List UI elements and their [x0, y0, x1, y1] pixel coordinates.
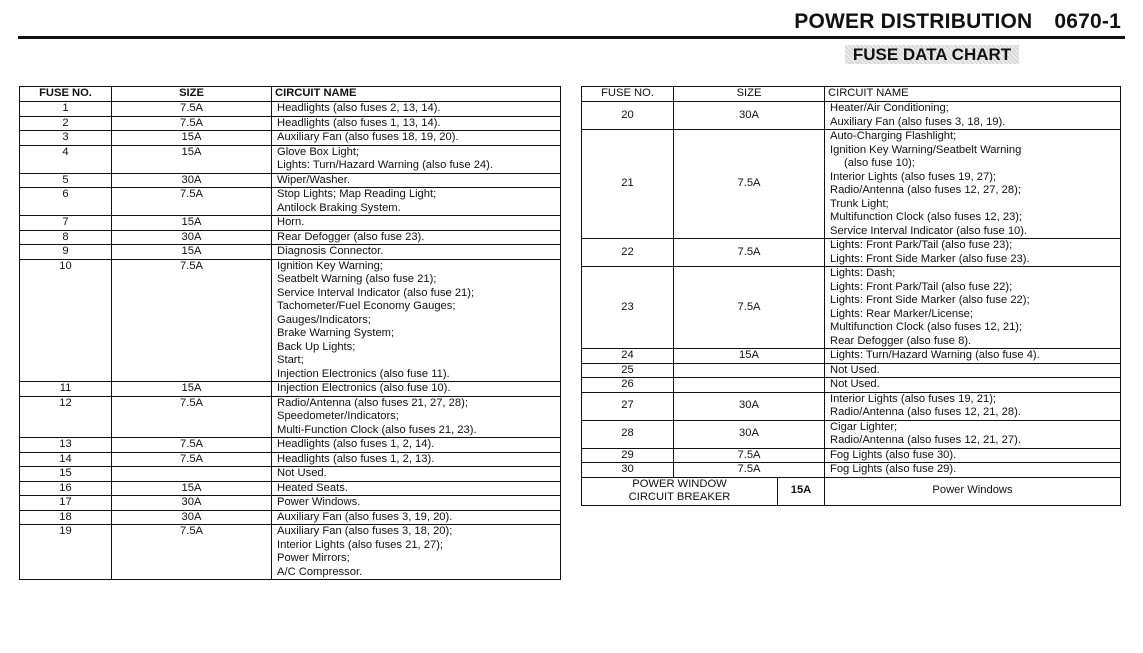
circuit-line: Auxiliary Fan (also fuses 3, 18, 19).: [830, 115, 1006, 128]
circuit-line: Auxiliary Fan (also fuses 3, 19, 20).: [277, 510, 453, 523]
fuse-number: 26: [582, 378, 674, 393]
circuit-line: Lights: Turn/Hazard Warning (also fuse 4).: [830, 349, 1040, 361]
circuit-name: [825, 267, 1121, 349]
fuse-row: [582, 392, 1121, 420]
circuit-name: [825, 363, 1121, 378]
fuse-number: 22: [582, 239, 674, 267]
fuse-row: [582, 363, 1121, 378]
fuse-size: 7.5A: [112, 452, 272, 467]
circuit-name: [825, 463, 1121, 478]
circuit-line: Rear Defogger (also fuse 23).: [277, 230, 425, 243]
circuit-name: [272, 216, 561, 231]
circuit-name: [825, 392, 1121, 420]
circuit-name: [825, 349, 1121, 364]
circuit-name: [272, 245, 561, 260]
fuse-row: [582, 239, 1121, 267]
fuse-size: 7.5A: [112, 188, 272, 216]
header-divider: [18, 36, 1125, 39]
fuse-number: 13: [20, 438, 112, 453]
breaker-label: [582, 477, 778, 505]
circuit-line: Ignition Key Warning;: [277, 259, 383, 272]
circuit-line: Injection Electronics (also fuse 10).: [277, 382, 451, 394]
circuit-name: [272, 116, 561, 131]
fuse-size: [674, 378, 825, 393]
circuit-line: Auxiliary Fan (also fuses 3, 18, 20);: [277, 525, 453, 537]
fuse-number: 12: [20, 396, 112, 438]
circuit-line: Headlights (also fuses 1, 2, 14).: [277, 438, 435, 450]
fuse-table-right: [581, 86, 1121, 506]
fuse-row: [582, 102, 1121, 130]
circuit-line: Multifunction Clock (also fuses 12, 23);: [830, 211, 1023, 223]
fuse-number: 4: [20, 145, 112, 173]
circuit-line: Ignition Key Warning/Seatbelt Warning: [830, 143, 1022, 156]
circuit-name: [825, 239, 1121, 267]
fuse-table-right-body: [582, 102, 1121, 478]
circuit-line: Horn.: [277, 216, 305, 228]
column-header-circuit-name: CIRCUIT NAME: [272, 87, 561, 102]
circuit-line: Not Used.: [830, 378, 880, 390]
circuit-line: Radio/Antenna (also fuses 21, 27, 28);: [277, 396, 468, 409]
circuit-line: Multifunction Clock (also fuses 12, 21);: [830, 321, 1023, 333]
circuit-line: Fog Lights (also fuse 30).: [830, 448, 957, 461]
breaker-circuit: Power Windows: [825, 477, 1121, 505]
fuse-number: 3: [20, 131, 112, 146]
fuse-size: 7.5A: [112, 396, 272, 438]
circuit-line: Cigar Lighter;: [830, 420, 898, 433]
fuse-row: [582, 463, 1121, 478]
fuse-size: 7.5A: [112, 438, 272, 453]
fuse-size: 30A: [112, 173, 272, 188]
column-header-fuse-no: FUSE NO.: [582, 87, 674, 102]
fuse-size: 15A: [112, 382, 272, 397]
circuit-name: [825, 420, 1121, 448]
circuit-name: [272, 382, 561, 397]
fuse-row: [20, 510, 561, 525]
circuit-line: Headlights (also fuses 1, 2, 13).: [277, 452, 435, 465]
circuit-line: Radio/Antenna (also fuses 12, 21, 27).: [830, 434, 1021, 446]
circuit-line: Power Windows.: [277, 496, 361, 508]
fuse-size: 7.5A: [674, 448, 825, 463]
fuse-row: [20, 131, 561, 146]
fuse-size: 7.5A: [674, 130, 825, 239]
fuse-size: 7.5A: [674, 267, 825, 349]
fuse-size: 7.5A: [112, 259, 272, 382]
circuit-line: Heater/Air Conditioning;: [830, 102, 949, 114]
fuse-row: [20, 259, 561, 382]
circuit-line: Multi-Function Clock (also fuses 21, 23).: [277, 423, 477, 436]
fuse-size: 15A: [112, 216, 272, 231]
fuse-number: 14: [20, 452, 112, 467]
fuse-size: 15A: [112, 245, 272, 260]
fuse-size: 7.5A: [112, 525, 272, 580]
circuit-line: Service Interval Indicator (also fuse 21);: [277, 286, 475, 299]
fuse-row: [582, 420, 1121, 448]
fuse-row: [582, 267, 1121, 349]
circuit-line: Lights: Front Side Marker (also fuse 22);: [830, 294, 1030, 306]
fuse-number: 27: [582, 392, 674, 420]
fuse-number: 18: [20, 510, 112, 525]
circuit-name: [272, 481, 561, 496]
fuse-row: [20, 173, 561, 188]
circuit-line: Lights: Rear Marker/License;: [830, 307, 974, 320]
fuse-number: 9: [20, 245, 112, 260]
circuit-name: [272, 230, 561, 245]
fuse-number: 20: [582, 102, 674, 130]
breaker-label-line: POWER WINDOW: [632, 477, 727, 490]
circuit-name: [825, 102, 1121, 130]
circuit-line: Lights: Front Park/Tail (also fuse 22);: [830, 280, 1013, 293]
circuit-line: Speedometer/Indicators;: [277, 410, 399, 422]
fuse-row: [20, 245, 561, 260]
fuse-size: [674, 363, 825, 378]
fuse-number: 6: [20, 188, 112, 216]
column-header-size: SIZE: [112, 87, 272, 102]
fuse-size: 15A: [674, 349, 825, 364]
chart-subtitle: FUSE DATA CHART: [845, 45, 1019, 64]
fuse-row: [582, 448, 1121, 463]
fuse-number: 19: [20, 525, 112, 580]
page-title: [794, 10, 1121, 34]
circuit-line: Not Used.: [277, 467, 327, 479]
fuse-size: 30A: [112, 496, 272, 511]
fuse-row: [20, 216, 561, 231]
fuse-row: [20, 145, 561, 173]
fuse-number: 25: [582, 363, 674, 378]
circuit-line: Injection Electronics (also fuse 11).: [277, 367, 450, 380]
fuse-row: [20, 188, 561, 216]
circuit-line: (also fuse 10);: [844, 157, 915, 169]
fuse-number: 7: [20, 216, 112, 231]
circuit-line: Rear Defogger (also fuse 8).: [830, 334, 972, 347]
circuit-line: Heated Seats.: [277, 481, 348, 494]
circuit-line: Glove Box Light;: [277, 145, 360, 158]
circuit-line: Fog Lights (also fuse 29).: [830, 463, 957, 475]
circuit-line: Back Up Lights;: [277, 340, 356, 353]
fuse-size: 30A: [674, 392, 825, 420]
fuse-size: 7.5A: [112, 102, 272, 117]
circuit-name: [272, 102, 561, 117]
fuse-number: 8: [20, 230, 112, 245]
fuse-number: 2: [20, 116, 112, 131]
fuse-size: 15A: [112, 481, 272, 496]
circuit-line: Service Interval Indicator (also fuse 10).: [830, 224, 1028, 237]
circuit-name: [272, 173, 561, 188]
circuit-line: Interior Lights (also fuses 21, 27);: [277, 538, 444, 551]
fuse-row: [20, 102, 561, 117]
fuse-size: 15A: [112, 131, 272, 146]
circuit-line: Interior Lights (also fuses 19, 21);: [830, 392, 997, 405]
circuit-breaker-row: [582, 477, 1121, 505]
circuit-name: [272, 145, 561, 173]
circuit-line: Tachometer/Fuel Economy Gauges;: [277, 300, 456, 312]
circuit-line: Headlights (also fuses 1, 13, 14).: [277, 116, 441, 129]
circuit-name: [272, 396, 561, 438]
fuse-number: 24: [582, 349, 674, 364]
page-title-text: POWER DISTRIBUTION: [794, 10, 1033, 33]
circuit-line: Gauges/Indicators;: [277, 313, 371, 326]
fuse-size: [112, 467, 272, 482]
fuse-size: 30A: [674, 102, 825, 130]
table-header-row: [20, 87, 561, 102]
fuse-size: 7.5A: [674, 463, 825, 478]
circuit-name: [272, 496, 561, 511]
fuse-row: [582, 378, 1121, 393]
circuit-line: Lights: Turn/Hazard Warning (also fuse 24).: [277, 159, 493, 171]
circuit-line: Power Mirrors;: [277, 552, 350, 564]
fuse-row: [582, 349, 1121, 364]
circuit-name: [825, 448, 1121, 463]
fuse-row: [20, 382, 561, 397]
fuse-number: 17: [20, 496, 112, 511]
circuit-line: Antilock Braking System.: [277, 201, 401, 214]
circuit-line: Headlights (also fuses 2, 13, 14).: [277, 102, 441, 114]
circuit-name: [272, 525, 561, 580]
circuit-name: [272, 467, 561, 482]
fuse-row: [20, 481, 561, 496]
circuit-line: Lights: Front Park/Tail (also fuse 23);: [830, 239, 1013, 251]
fuse-row: [20, 230, 561, 245]
fuse-number: 30: [582, 463, 674, 478]
fuse-number: 23: [582, 267, 674, 349]
circuit-name: [272, 438, 561, 453]
circuit-line: Auto-Charging Flashlight;: [830, 130, 957, 142]
fuse-row: [20, 496, 561, 511]
circuit-name: [272, 510, 561, 525]
fuse-size: 30A: [112, 230, 272, 245]
circuit-line: Lights: Front Side Marker (also fuse 23).: [830, 252, 1030, 265]
page-number: 0670-1: [1054, 10, 1121, 33]
fuse-row: [20, 116, 561, 131]
fuse-size: 15A: [112, 145, 272, 173]
column-header-circuit-name: CIRCUIT NAME: [825, 87, 1121, 102]
fuse-size: 30A: [112, 510, 272, 525]
fuse-row: [20, 525, 561, 580]
breaker-size: 15A: [778, 477, 825, 505]
fuse-number: 16: [20, 481, 112, 496]
circuit-line: Start;: [277, 354, 304, 366]
column-header-size: SIZE: [674, 87, 825, 102]
circuit-line: Not Used.: [830, 363, 880, 376]
fuse-number: 21: [582, 130, 674, 239]
fuse-row: [20, 396, 561, 438]
circuit-line: A/C Compressor.: [277, 565, 363, 578]
fuse-number: 10: [20, 259, 112, 382]
fuse-row: [20, 438, 561, 453]
circuit-name: [272, 452, 561, 467]
circuit-line: Radio/Antenna (also fuses 12, 27, 28);: [830, 184, 1021, 196]
fuse-row: [20, 467, 561, 482]
circuit-name: [825, 378, 1121, 393]
circuit-line: Stop Lights; Map Reading Light;: [277, 188, 437, 200]
fuse-number: 15: [20, 467, 112, 482]
fuse-number: 28: [582, 420, 674, 448]
circuit-line: Seatbelt Warning (also fuse 21);: [277, 273, 437, 285]
column-header-fuse-no: FUSE NO.: [20, 87, 112, 102]
fuse-size: 30A: [674, 420, 825, 448]
fuse-number: 11: [20, 382, 112, 397]
breaker-label-line: CIRCUIT BREAKER: [628, 491, 731, 503]
circuit-name: [272, 188, 561, 216]
circuit-line: Auxiliary Fan (also fuses 18, 19, 20).: [277, 131, 459, 143]
circuit-line: Interior Lights (also fuses 19, 27);: [830, 170, 997, 183]
circuit-line: Lights: Dash;: [830, 267, 896, 279]
circuit-line: Radio/Antenna (also fuses 12, 21, 28).: [830, 406, 1021, 418]
fuse-row: [582, 130, 1121, 239]
circuit-line: Diagnosis Connector.: [277, 245, 384, 257]
fuse-size: 7.5A: [112, 116, 272, 131]
circuit-line: Wiper/Washer.: [277, 173, 350, 186]
fuse-size: 7.5A: [674, 239, 825, 267]
fuse-row: [20, 452, 561, 467]
circuit-name: [272, 259, 561, 382]
circuit-name: [825, 130, 1121, 239]
fuse-number: 29: [582, 448, 674, 463]
fuse-number: 1: [20, 102, 112, 117]
fuse-table-left: [19, 86, 561, 580]
circuit-name: [272, 131, 561, 146]
fuse-table-left-body: [20, 102, 561, 580]
circuit-line: Brake Warning System;: [277, 327, 395, 339]
fuse-number: 5: [20, 173, 112, 188]
table-header-row: [582, 87, 1121, 102]
circuit-line: Trunk Light;: [830, 197, 889, 210]
